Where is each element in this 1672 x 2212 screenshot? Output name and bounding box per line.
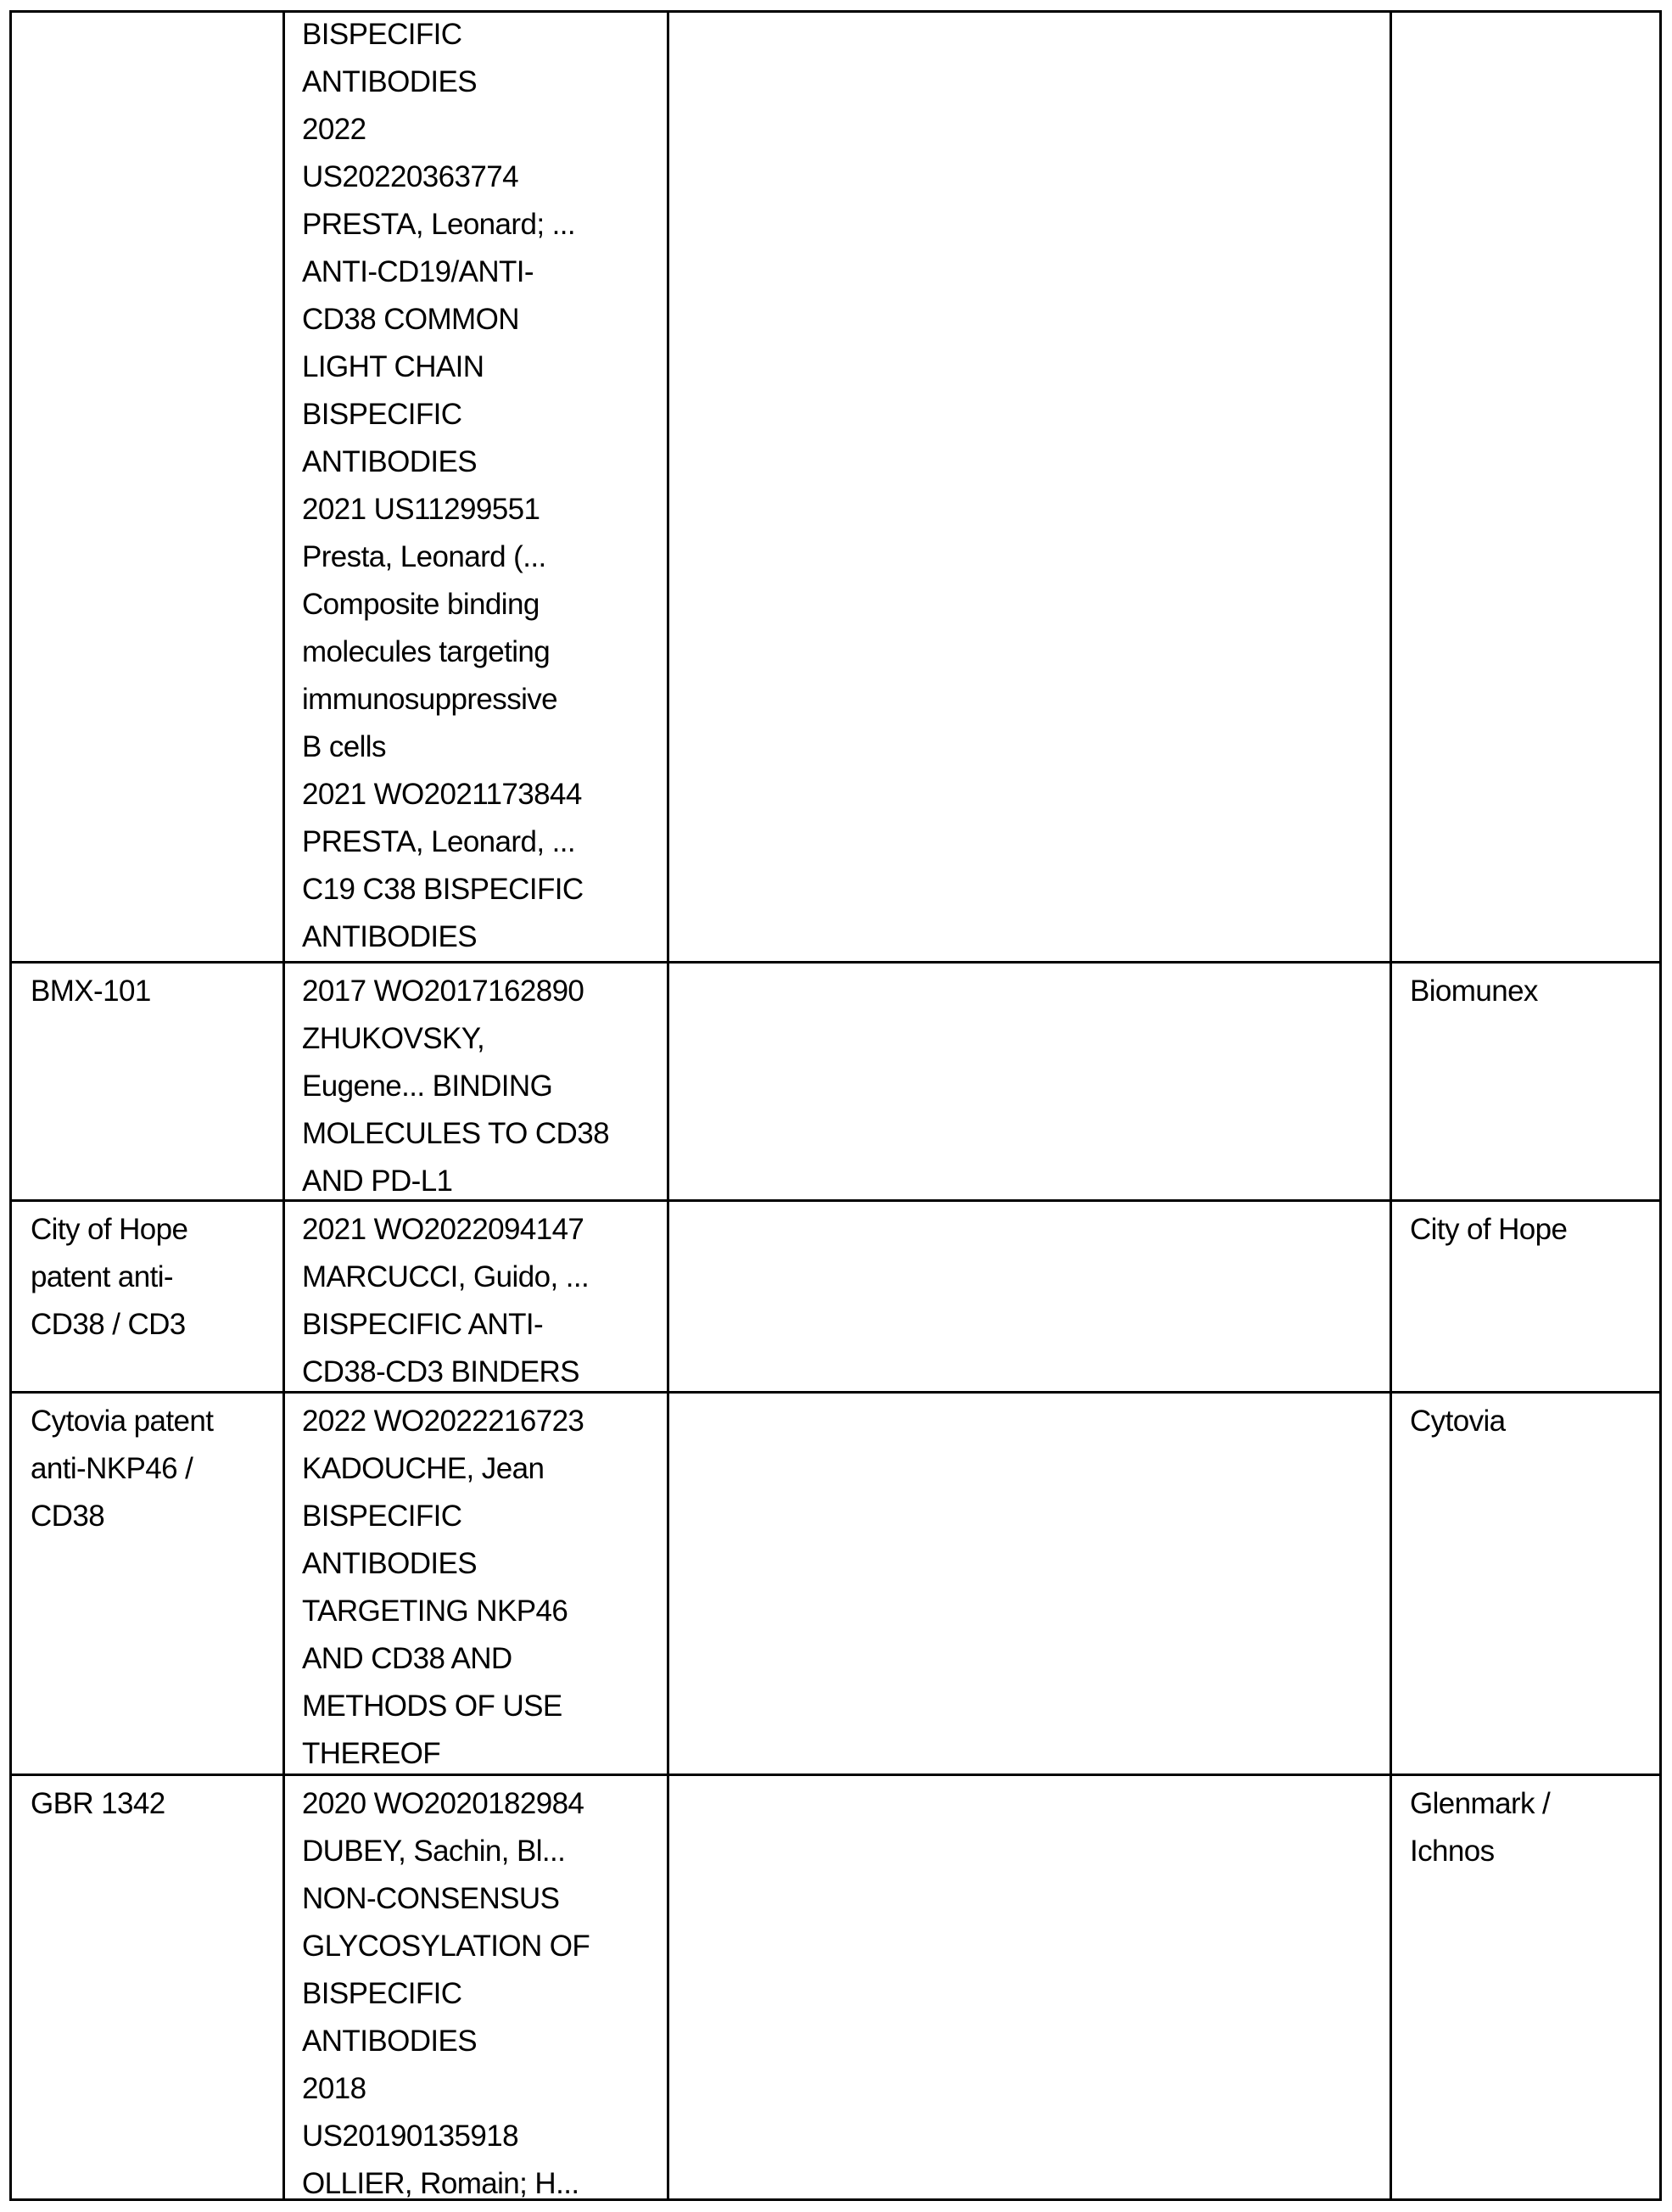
table-row-1-company: Biomunex <box>1410 975 1538 1008</box>
table-row-4-name: GBR 1342 <box>31 1787 165 1820</box>
column-divider <box>667 13 669 2198</box>
table-row-0-patents: BISPECIFIC ANTIBODIES 2022 US20220363774 PRESTA, Leonard; ... ANTI-CD19/ANTI- CD38 COMMON LIGHT CHAIN BISPECIFIC ANTIBODIES 2021 US11299551 Presta, Leonard (... Composite binding molecules targeting immunosuppressive B cells 2021 WO2021173844 PRESTA, Leonard, ... C19 C38 BISPECIFIC ANTIBODIES <box>302 18 584 953</box>
table-row-3-name: Cytovia patent anti-NKP46 / CD38 <box>31 1405 214 1533</box>
table-row-2-company: City of Hope <box>1410 1213 1568 1246</box>
patent-table <box>9 10 1662 2201</box>
column-divider <box>282 13 285 2198</box>
table-row-1-name: BMX-101 <box>31 975 151 1008</box>
row-divider <box>12 1391 1659 1394</box>
table-row-4-patents: 2020 WO2020182984 DUBEY, Sachin, Bl... NON-CONSENSUS GLYCOSYLATION OF BISPECIFIC ANTIBODIES 2018 US20190135918 OLLIER, Romain; H... <box>302 1787 590 2200</box>
table-row-2-name: City of Hope patent anti- CD38 / CD3 <box>31 1213 188 1341</box>
row-divider <box>12 1199 1659 1202</box>
table-row-3-company: Cytovia <box>1410 1405 1506 1438</box>
table-row-1-patents: 2017 WO2017162890 ZHUKOVSKY, Eugene... BINDING MOLECULES TO CD38 AND PD-L1 <box>302 975 609 1198</box>
table-row-2-patents: 2021 WO2022094147 MARCUCCI, Guido, ... BISPECIFIC ANTI- CD38-CD3 BINDERS <box>302 1213 590 1388</box>
row-divider <box>12 961 1659 964</box>
column-divider <box>1390 13 1392 2198</box>
table-row-4-company: Glenmark / Ichnos <box>1410 1787 1551 1868</box>
table-row-3-patents: 2022 WO2022216723 KADOUCHE, Jean BISPECIFIC ANTIBODIES TARGETING NKP46 AND CD38 AND METHODS OF USE THEREOF <box>302 1405 584 1770</box>
row-divider <box>12 1774 1659 1776</box>
